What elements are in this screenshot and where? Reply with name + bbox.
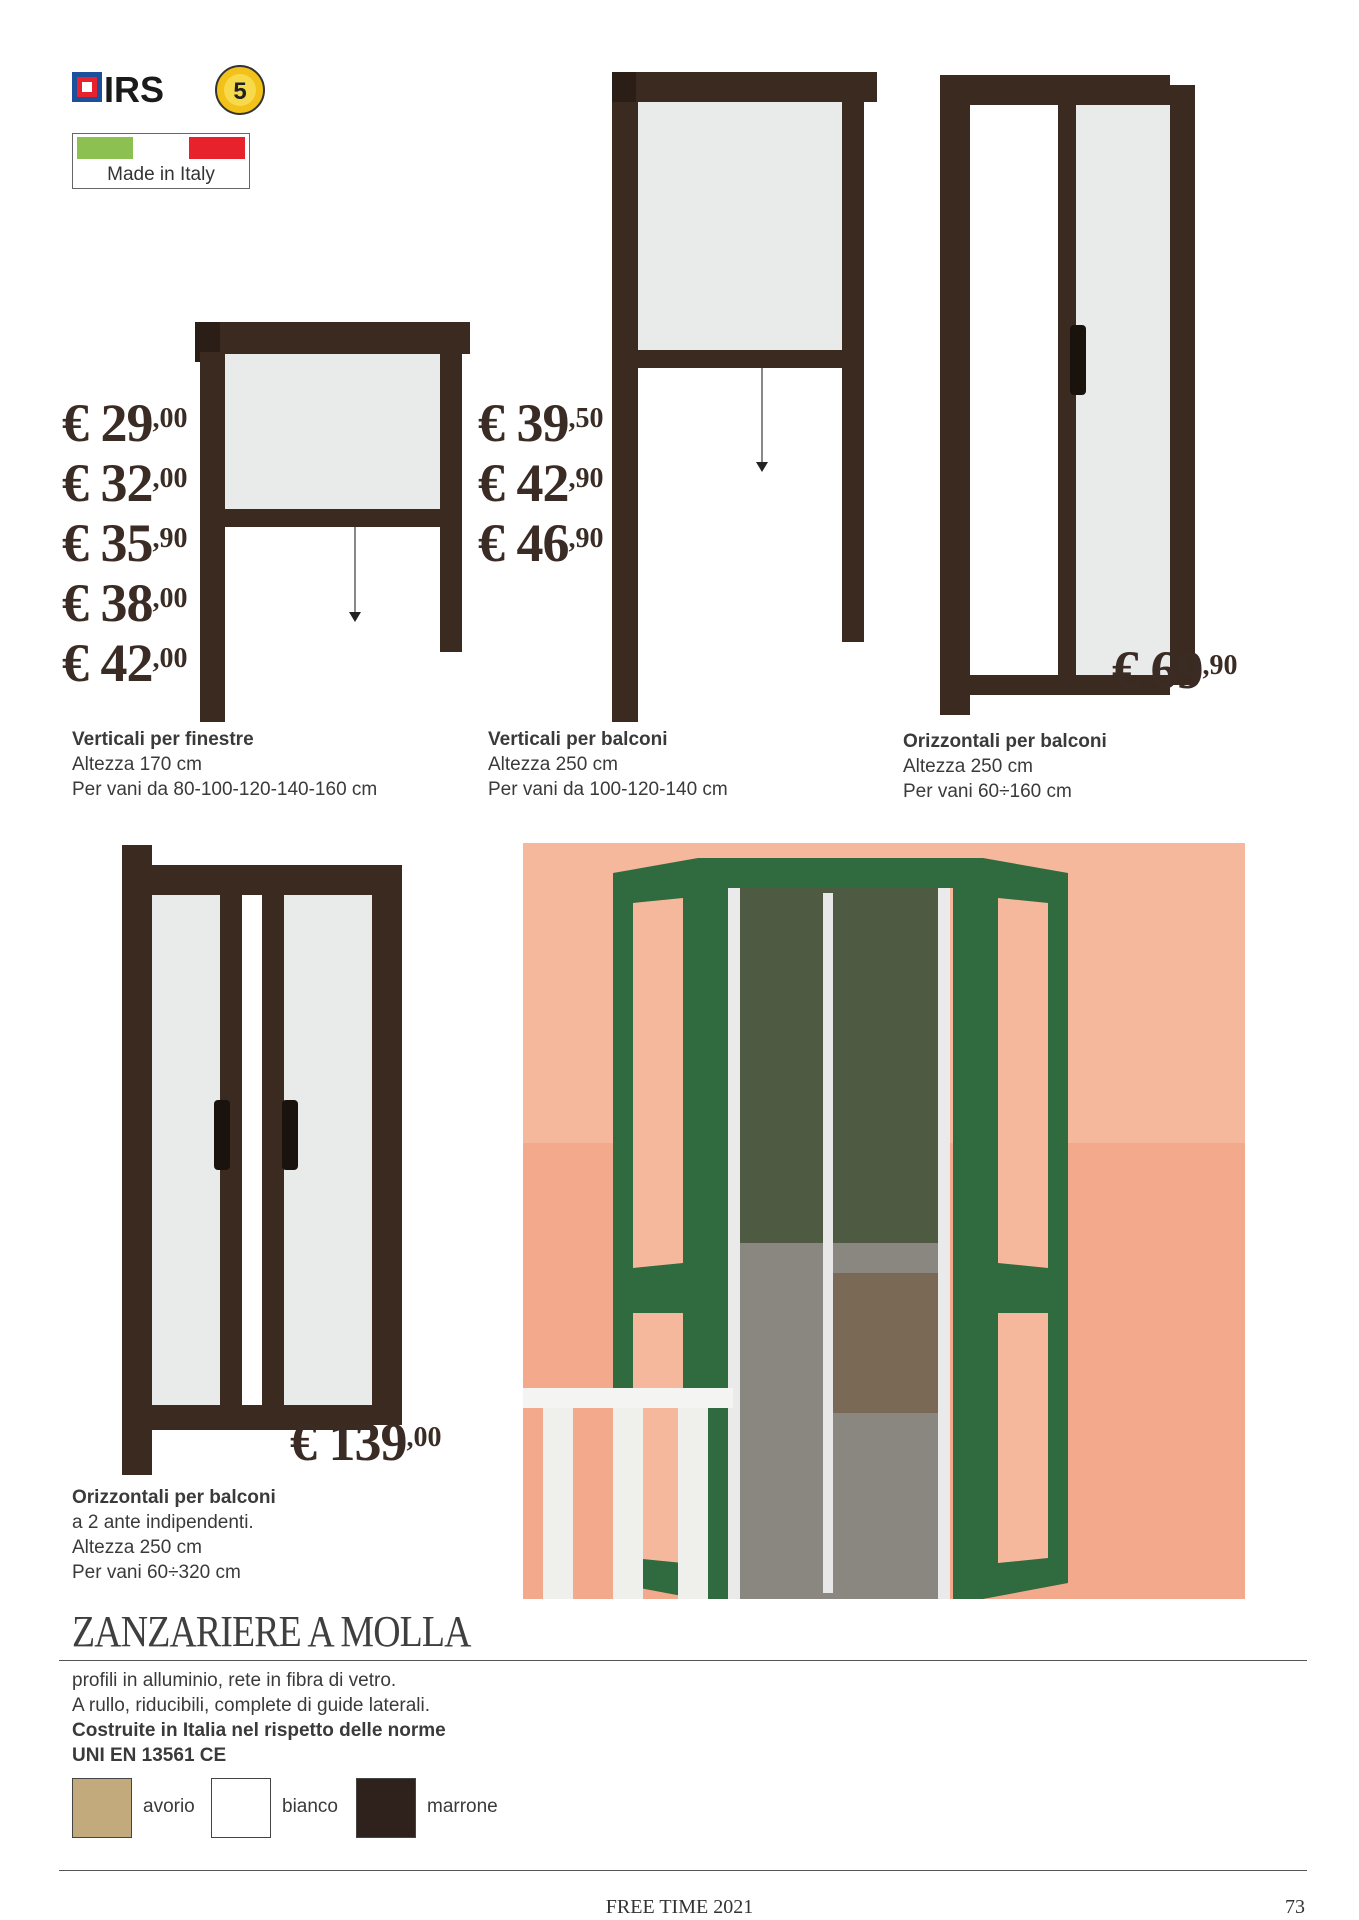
caption-line: Per vani da 100-120-140 cm <box>488 779 728 800</box>
color-swatch-bianco <box>211 1778 271 1838</box>
price-item: € $46^{,90}$ <box>478 513 604 573</box>
desc-line: profili in alluminio, rete in fibra di vetro. <box>72 1670 397 1691</box>
color-swatch-avorio <box>72 1778 132 1838</box>
footer-title: FREE TIME 2021 <box>605 1896 754 1918</box>
caption-title: Orizzontali per balconi <box>903 731 1107 752</box>
flag-green <box>77 137 133 159</box>
caption-line: Per vani da 80-100-120-140-160 cm <box>72 779 378 800</box>
caption-title: Verticali per balconi <box>488 729 668 750</box>
price-item: € $139^{,00}$ <box>290 1412 442 1472</box>
caption-line: Altezza 250 cm <box>488 754 618 775</box>
caption-line: Per vani 60÷160 cm <box>903 781 1072 802</box>
price-list-vertical-balcony <box>478 393 604 573</box>
color-label-bianco: bianco <box>282 1796 338 1817</box>
color-label-marrone: marrone <box>427 1796 498 1817</box>
desc-line: UNI EN 13561 CE <box>72 1745 227 1766</box>
section-description <box>72 1668 446 1768</box>
price-item: € $39^{,50}$ <box>478 393 604 453</box>
page-number: 73 <box>1285 1896 1305 1918</box>
color-label-avorio: avorio <box>143 1796 195 1817</box>
price-horizontal-balcony <box>1112 640 1238 700</box>
desc-line: Costruite in Italia nel rispetto delle norme <box>72 1720 446 1741</box>
price-item: € $69^{,90}$ <box>1112 640 1238 700</box>
price-item: € $35^{,90}$ <box>62 513 188 573</box>
price-item: € $29^{,00}$ <box>62 393 188 453</box>
price-item: € $42^{,00}$ <box>62 633 188 693</box>
section-divider <box>59 1660 1307 1661</box>
logo-text: IRS <box>104 69 165 110</box>
caption-line: Per vani 60÷320 cm <box>72 1562 241 1583</box>
flag-white <box>133 137 189 159</box>
price-list-vertical-window <box>62 393 188 693</box>
price-item: € $42^{,90}$ <box>478 453 604 513</box>
price-item: € $38^{,00}$ <box>62 573 188 633</box>
caption-vertical-window <box>72 727 377 802</box>
price-horizontal-two-leaf <box>290 1412 442 1472</box>
caption-title: Orizzontali per balconi <box>72 1487 276 1508</box>
desc-line: A rullo, riducibili, complete di guide laterali. <box>72 1695 431 1716</box>
flag-red <box>189 137 245 159</box>
made-in-italy-text: Made in Italy <box>107 164 215 185</box>
caption-line: a 2 ante indipendenti. <box>72 1512 254 1533</box>
product-image-vertical-balcony <box>612 72 882 722</box>
caption-title: Verticali per finestre <box>72 729 254 750</box>
footer-divider <box>59 1870 1307 1871</box>
product-image-horizontal-balcony <box>940 75 1200 715</box>
badge-text: 5 <box>233 78 247 105</box>
product-image-vertical-window <box>195 322 475 722</box>
price-item: € $32^{,00}$ <box>62 453 188 513</box>
caption-line: Altezza 250 cm <box>72 1537 202 1558</box>
caption-line: Altezza 170 cm <box>72 754 202 775</box>
color-swatch-marrone <box>356 1778 416 1838</box>
caption-line: Altezza 250 cm <box>903 756 1033 777</box>
caption-vertical-balcony <box>488 727 728 802</box>
caption-horizontal-two-leaf <box>72 1485 276 1585</box>
irs-logo <box>72 62 272 122</box>
section-title: ZANZARIERE A MOLLA <box>72 1607 471 1656</box>
made-in-italy-badge <box>72 133 250 189</box>
photo-green-door-screen <box>523 843 1245 1599</box>
caption-horizontal-balcony <box>903 729 1107 804</box>
product-image-horizontal-two-leaf <box>122 845 412 1475</box>
